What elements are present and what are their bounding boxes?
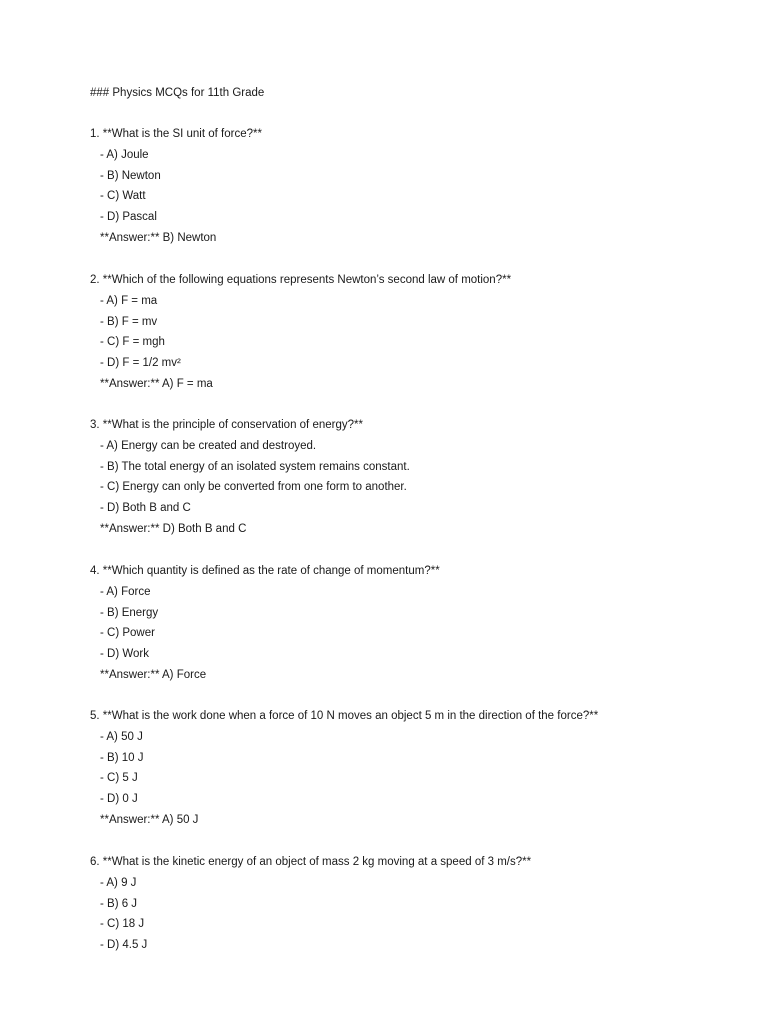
option-a: - A) Energy can be created and destroyed. (100, 439, 317, 452)
option-a: - A) 9 J (100, 876, 137, 889)
question-text: 4. **Which quantity is defined as the rate of change of momentum?** (90, 565, 440, 577)
option-d: - D) Both B and C (100, 502, 191, 515)
question-text: 2. **Which of the following equations represents Newton’s second law of motion?** (90, 274, 512, 286)
question-block-3 (90, 417, 730, 542)
answer-line: **Answer:** A) Force (100, 668, 207, 681)
option-d: - D) Pascal (100, 211, 157, 224)
option-d: - D) 0 J (100, 793, 138, 806)
option-a: - A) Joule (100, 148, 149, 161)
question-block-1 (90, 126, 730, 251)
option-b: - B) Newton (100, 169, 161, 182)
option-c: - C) 18 J (100, 918, 145, 931)
option-c: - C) Power (100, 627, 155, 640)
option-d: - D) 4.5 J (100, 939, 148, 952)
option-d: - D) F = 1/2 mv² (100, 357, 181, 370)
option-b: - B) 10 J (100, 751, 144, 764)
option-a: - A) 50 J (100, 730, 143, 743)
answer-line: **Answer:** B) Newton (100, 231, 217, 244)
answer-line: **Answer:** D) Both B and C (100, 522, 247, 535)
option-b: - B) Energy (100, 606, 159, 619)
question-text: 5. **What is the work done when a force of 10 N moves an object 5 m in the direction of the force?** (90, 710, 599, 722)
option-a: - A) Force (100, 585, 151, 598)
option-a: - A) F = ma (100, 294, 158, 307)
question-block-4 (90, 563, 730, 688)
question-text: 1. **What is the SI unit of force?** (90, 128, 262, 140)
option-c: - C) Watt (100, 190, 146, 203)
option-b: - B) 6 J (100, 897, 138, 910)
question-block-6 (90, 854, 730, 958)
answer-line: **Answer:** A) F = ma (100, 377, 213, 390)
document-title: ### Physics MCQs for 11th Grade (90, 87, 265, 99)
option-b: - B) F = mv (100, 315, 158, 328)
question-block-5 (90, 708, 730, 833)
question-block-2 (90, 272, 730, 397)
answer-line: **Answer:** A) 50 J (100, 813, 199, 826)
option-d: - D) Work (100, 648, 149, 661)
question-text: 3. **What is the principle of conservation of energy?** (90, 419, 363, 431)
option-c: - C) Energy can only be converted from one form to another. (100, 481, 407, 494)
option-b: - B) The total energy of an isolated system remains constant. (100, 460, 410, 473)
option-c: - C) 5 J (100, 772, 138, 785)
question-text: 6. **What is the kinetic energy of an object of mass 2 kg moving at a speed of 3 m/s?** (90, 856, 532, 868)
option-c: - C) F = mgh (100, 336, 165, 349)
